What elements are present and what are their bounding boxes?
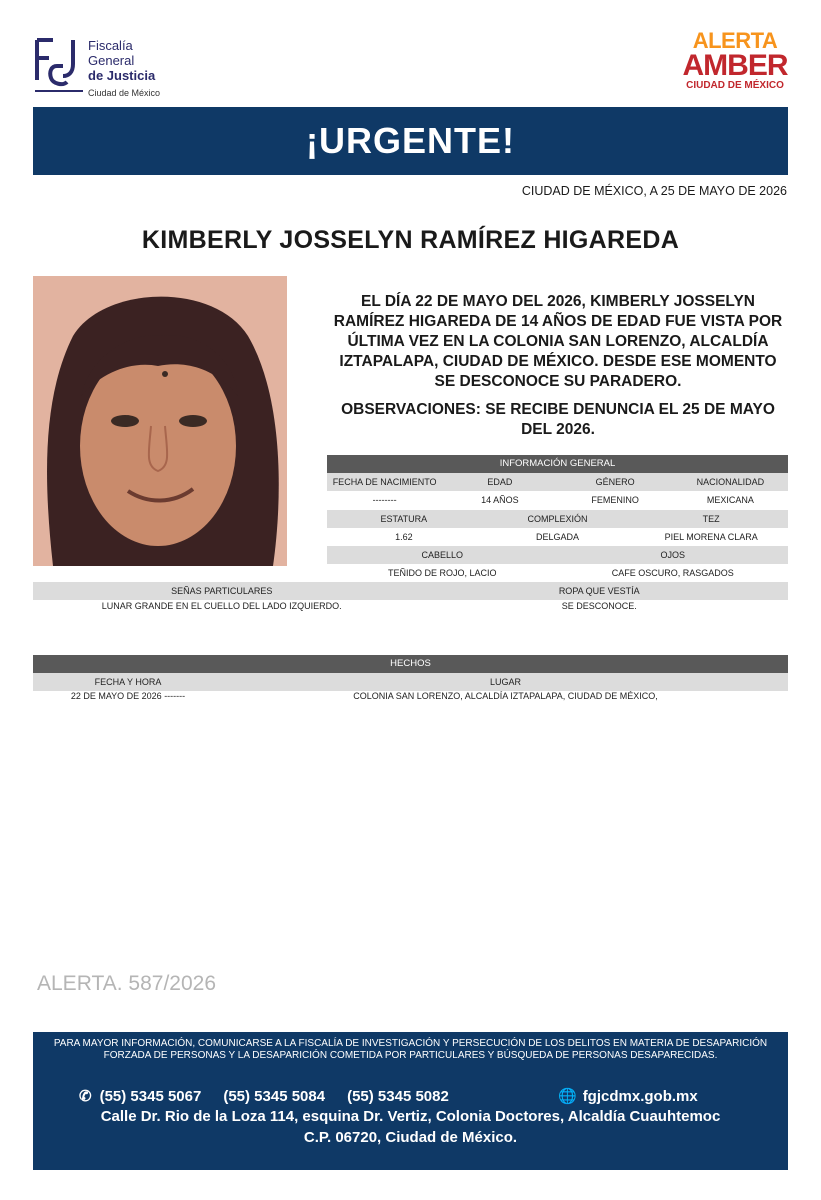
info-general-header: INFORMACIÓN GENERAL bbox=[327, 455, 788, 473]
footer-note: PARA MAYOR INFORMACIÓN, COMUNICARSE A LA FISCALÍA DE INVESTIGACIÓN Y PERSECUCIÓN DE LOS DELITOS EN MATERIA DE DESAPARICIÓN FORZADA DE PERSONAS Y LA DESAPARICIÓN COMETIDA POR PARTICULARES Y BÚSQUEDA DE PERSONAS DESAPARECIDAS. bbox=[53, 1038, 768, 1061]
label-nationality: NACIONALIDAD bbox=[696, 477, 765, 487]
value-nationality: MEXICANA bbox=[706, 495, 754, 505]
value-clothing: SE DESCONOCE. bbox=[561, 601, 637, 611]
value-place: COLONIA SAN LORENZO, ALCALDÍA IZTAPALAPA, CIUDAD DE MÉXICO, bbox=[353, 691, 658, 701]
label-build: COMPLEXIÓN bbox=[527, 514, 588, 524]
facts-values bbox=[33, 687, 788, 705]
label-hair: CABELLO bbox=[421, 550, 464, 560]
amber-line-2: AMBER bbox=[682, 49, 788, 82]
phone-icon: ✆ bbox=[79, 1088, 92, 1105]
footer bbox=[33, 1032, 788, 1170]
org-line-3: de Justicia bbox=[88, 68, 156, 83]
website-link[interactable]: fgjcdmx.gob.mx bbox=[582, 1088, 698, 1105]
value-age: 14 AÑOS bbox=[481, 495, 519, 505]
amber-line-3: CIUDAD DE MÉXICO bbox=[686, 80, 784, 91]
label-marks: SEÑAS PARTICULARES bbox=[171, 586, 273, 596]
value-marks: LUNAR GRANDE EN EL CUELLO DEL LADO IZQUIERDO. bbox=[101, 601, 342, 611]
footer-phones bbox=[79, 1087, 471, 1105]
org-line-2: General bbox=[88, 53, 135, 68]
org-line-1: Fiscalía bbox=[88, 38, 133, 53]
description: EL DÍA 22 DE MAYO DEL 2026, KIMBERLY JOSSELYN RAMÍREZ HIGAREDA DE 14 AÑOS DE EDAD FUE VISTA POR ÚLTIMA VEZ EN LA COLONIA SAN LORENZO, ALCALDÍA IZTAPALAPA, CIUDAD DE MÉXICO. DESDE ESE MOMENTO SE DESCONOCE SU PARADERO. bbox=[333, 293, 783, 390]
person-name: KIMBERLY JOSSELYN RAMÍREZ HIGAREDA bbox=[141, 226, 680, 254]
label-age: EDAD bbox=[487, 477, 513, 487]
label-eyes: OJOS bbox=[660, 550, 685, 560]
label-clothing: ROPA QUE VESTÍA bbox=[558, 586, 640, 596]
info-row4-values bbox=[33, 597, 788, 615]
address-line-1: Calle Dr. Rio de la Loza 114, esquina Dr. Vertiz, Colonia Doctores, Alcaldía Cuauhtemoc bbox=[100, 1108, 721, 1125]
org-sub: Ciudad de México bbox=[88, 88, 161, 98]
person-photo bbox=[33, 276, 287, 566]
value-hair: TEÑIDO DE ROJO, LACIO bbox=[387, 568, 497, 578]
alert-number: ALERTA. 587/2026 bbox=[37, 972, 217, 995]
value-eyes: CAFE OSCURO, RASGADOS bbox=[611, 568, 734, 578]
label-place: LUGAR bbox=[489, 677, 521, 687]
globe-icon: 🌐 bbox=[558, 1088, 577, 1105]
label-datetime: FECHA Y HORA bbox=[94, 677, 162, 687]
label-complexion: TEZ bbox=[702, 514, 720, 524]
value-gender: FEMENINO bbox=[591, 495, 639, 505]
phone-1[interactable]: (55) 5345 5067 bbox=[99, 1088, 202, 1105]
fgj-emblem-icon bbox=[33, 36, 85, 100]
value-build: DELGADA bbox=[536, 532, 580, 542]
value-height: 1.62 bbox=[395, 532, 413, 542]
label-birthdate: FECHA DE NACIMIENTO bbox=[332, 477, 437, 487]
info-row1-values bbox=[327, 491, 788, 509]
info-row3-values bbox=[327, 564, 788, 582]
alerta-amber-logo bbox=[680, 30, 790, 100]
phone-3[interactable]: (55) 5345 5082 bbox=[347, 1088, 449, 1105]
info-row3-labels bbox=[327, 546, 788, 564]
info-row2-labels bbox=[327, 510, 788, 528]
facts-header: HECHOS bbox=[33, 655, 788, 673]
address-line-2: C.P. 06720, Ciudad de México. bbox=[303, 1129, 518, 1146]
footer-web bbox=[558, 1087, 698, 1105]
value-datetime: 22 DE MAYO DE 2026 ------- bbox=[70, 691, 186, 701]
urgent-banner: ¡URGENTE! bbox=[33, 107, 788, 175]
footer-address bbox=[33, 1106, 788, 1148]
value-complexion: PIEL MORENA CLARA bbox=[664, 532, 758, 542]
info-row2-values bbox=[327, 528, 788, 546]
observations: OBSERVACIONES: SE RECIBE DENUNCIA EL 25 DE MAYO DEL 2026. bbox=[341, 401, 775, 438]
portrait-illustration bbox=[33, 276, 287, 566]
phone-2[interactable]: (55) 5345 5084 bbox=[223, 1088, 326, 1105]
fgj-wordmark bbox=[88, 38, 160, 101]
date-line: CIUDAD DE MÉXICO, A 25 DE MAYO DE 2026 bbox=[521, 184, 787, 198]
amber-line-1: ALERTA bbox=[692, 28, 778, 53]
value-birthdate: -------- bbox=[372, 495, 397, 505]
label-gender: GÉNERO bbox=[595, 477, 635, 487]
label-height: ESTATURA bbox=[380, 514, 428, 524]
info-row1-labels bbox=[327, 473, 788, 491]
